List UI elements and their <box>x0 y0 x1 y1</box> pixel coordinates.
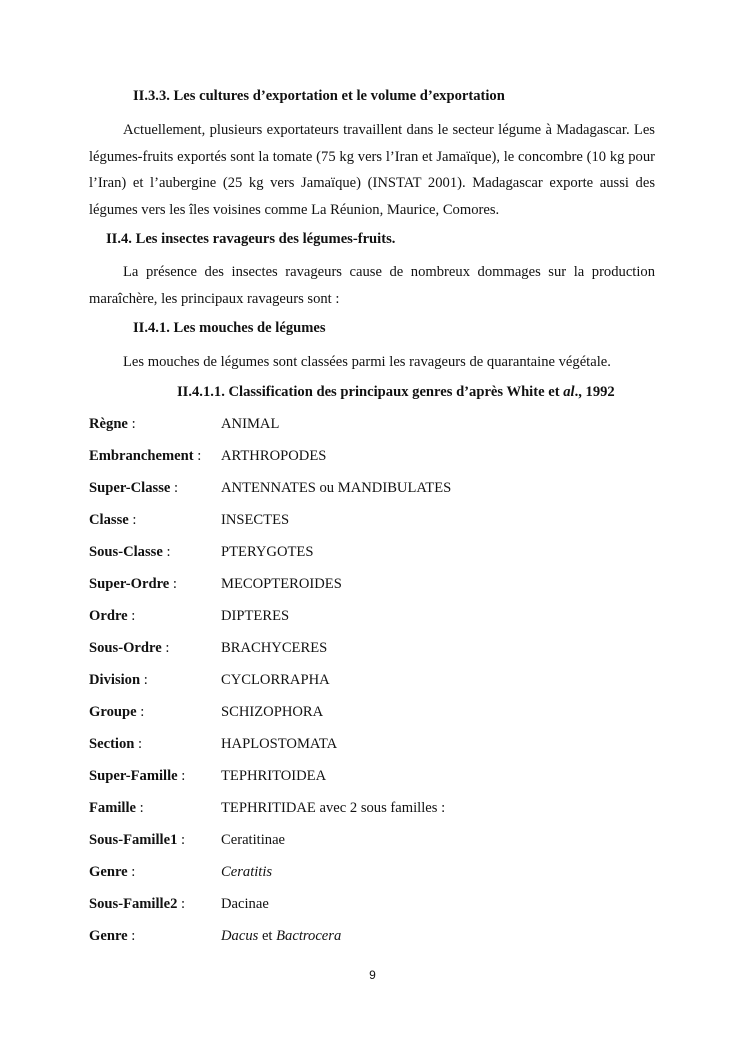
classification-row-sous-classe <box>89 544 313 561</box>
genus-dacus: Dacus <box>221 928 259 944</box>
classification-row-famille <box>89 800 445 817</box>
rank-value: MECOPTEROIDES <box>221 576 342 592</box>
rank-label: Sous-Famille2 <box>89 896 178 912</box>
rank-label: Ordre <box>89 608 128 624</box>
heading-italic: al <box>563 384 575 400</box>
rank-separator: : <box>127 608 136 624</box>
classification-row-groupe <box>89 704 323 721</box>
classification-row-genre-ceratitis <box>89 864 272 881</box>
rank-label: Super-Classe <box>89 480 171 496</box>
rank-value: BRACHYCERES <box>221 640 328 656</box>
classification-row-super-famille <box>89 768 326 785</box>
rank-separator: : <box>169 576 177 592</box>
rank-value: TEPHRITIDAE avec 2 sous familles : <box>221 800 446 816</box>
heading-2-4-1-1 <box>177 384 615 401</box>
classification-row-section <box>89 736 337 753</box>
classification-row-regne <box>89 416 279 433</box>
genus-join: et <box>258 928 277 944</box>
rank-separator: : <box>161 640 170 656</box>
classification-row-division <box>89 672 330 689</box>
rank-label: Embranchement <box>89 448 194 464</box>
rank-separator: : <box>177 896 186 912</box>
rank-value: HAPLOSTOMATA <box>221 736 338 752</box>
rank-label: Règne <box>89 416 128 432</box>
rank-separator: : <box>177 768 186 784</box>
rank-label: Classe <box>89 512 129 528</box>
rank-value: Ceratitis <box>221 864 273 880</box>
classification-row-genre-dacus <box>89 928 341 945</box>
classification-row-sous-famille2 <box>89 896 269 913</box>
classification-row-sous-ordre <box>89 640 327 657</box>
rank-value: ARTHROPODES <box>221 448 327 464</box>
rank-label: Genre <box>89 864 128 880</box>
rank-separator: : <box>193 448 202 464</box>
rank-label: Section <box>89 736 135 752</box>
classification-row-ordre <box>89 608 289 625</box>
classification-row-embranchement <box>89 448 326 465</box>
rank-label: Groupe <box>89 704 137 720</box>
rank-separator: : <box>127 864 136 880</box>
rank-value: SCHIZOPHORA <box>221 704 324 720</box>
rank-separator: : <box>162 544 171 560</box>
rank-label: Super-Ordre <box>89 576 170 592</box>
rank-separator: : <box>127 928 136 944</box>
paragraph-flies: Les mouches de légumes sont classées parmi les ravageurs de quarantaine végétale. <box>123 354 611 370</box>
rank-label: Famille <box>89 800 137 816</box>
rank-value: CYCLORRAPHA <box>221 672 330 688</box>
rank-separator: : <box>170 480 179 496</box>
heading-suffix: ., 1992 <box>574 384 615 400</box>
rank-separator: : <box>136 800 144 816</box>
rank-value: ANIMAL <box>221 416 280 432</box>
rank-label: Sous-Ordre <box>89 640 162 656</box>
rank-value: TEPHRITOIDEA <box>221 768 327 784</box>
classification-row-sous-famille1 <box>89 832 285 849</box>
rank-separator: : <box>177 832 186 848</box>
rank-label: Sous-Famille1 <box>89 832 178 848</box>
rank-value: DIPTERES <box>221 608 290 624</box>
classification-row-super-classe <box>89 480 451 497</box>
rank-separator: : <box>134 736 143 752</box>
rank-value: Ceratitinae <box>221 832 286 848</box>
rank-value: ANTENNATES ou MANDIBULATES <box>221 480 452 496</box>
rank-value: PTERYGOTES <box>221 544 314 560</box>
rank-value: Dacinae <box>221 896 269 912</box>
paragraph-pests: La présence des insectes ravageurs cause de nombreux dommages sur la production maraîchère, les principaux ravageurs sont : <box>89 264 655 307</box>
rank-value: INSECTES <box>221 512 290 528</box>
heading-2-3-3: II.3.3. Les cultures d’exportation et le volume d’exportation <box>133 88 505 104</box>
rank-label: Sous-Classe <box>89 544 163 560</box>
rank-label: Super-Famille <box>89 768 178 784</box>
rank-value <box>221 928 341 945</box>
rank-separator: : <box>140 672 148 688</box>
heading-2-4: II.4. Les insectes ravageurs des légumes-fruits. <box>106 231 396 247</box>
rank-separator: : <box>136 704 145 720</box>
heading-2-4-1: II.4.1. Les mouches de légumes <box>133 320 326 336</box>
classification-row-classe <box>89 512 289 529</box>
genus-bactrocera: Bactrocera <box>276 928 342 944</box>
rank-label: Division <box>89 672 141 688</box>
rank-label: Genre <box>89 928 128 944</box>
classification-row-super-ordre <box>89 576 342 593</box>
page-number: 9 <box>369 968 376 982</box>
paragraph-export: Actuellement, plusieurs exportateurs travaillent dans le secteur légume à Madagascar. Les légumes-fruits exportés sont la tomate (75 kg vers l’Iran et Jamaïque), le concombre (10 kg pour l’Iran) et l’aubergine (25 kg vers Jamaïque) (INSTAT 2001). Madagascar exporte aussi des légumes vers les îles voisines comme La Réunion, Maurice, Comores. <box>89 122 655 218</box>
rank-separator: : <box>127 416 136 432</box>
heading-prefix: II.4.1.1. Classification des principaux genres d’après White et <box>177 384 564 400</box>
rank-separator: : <box>128 512 137 528</box>
